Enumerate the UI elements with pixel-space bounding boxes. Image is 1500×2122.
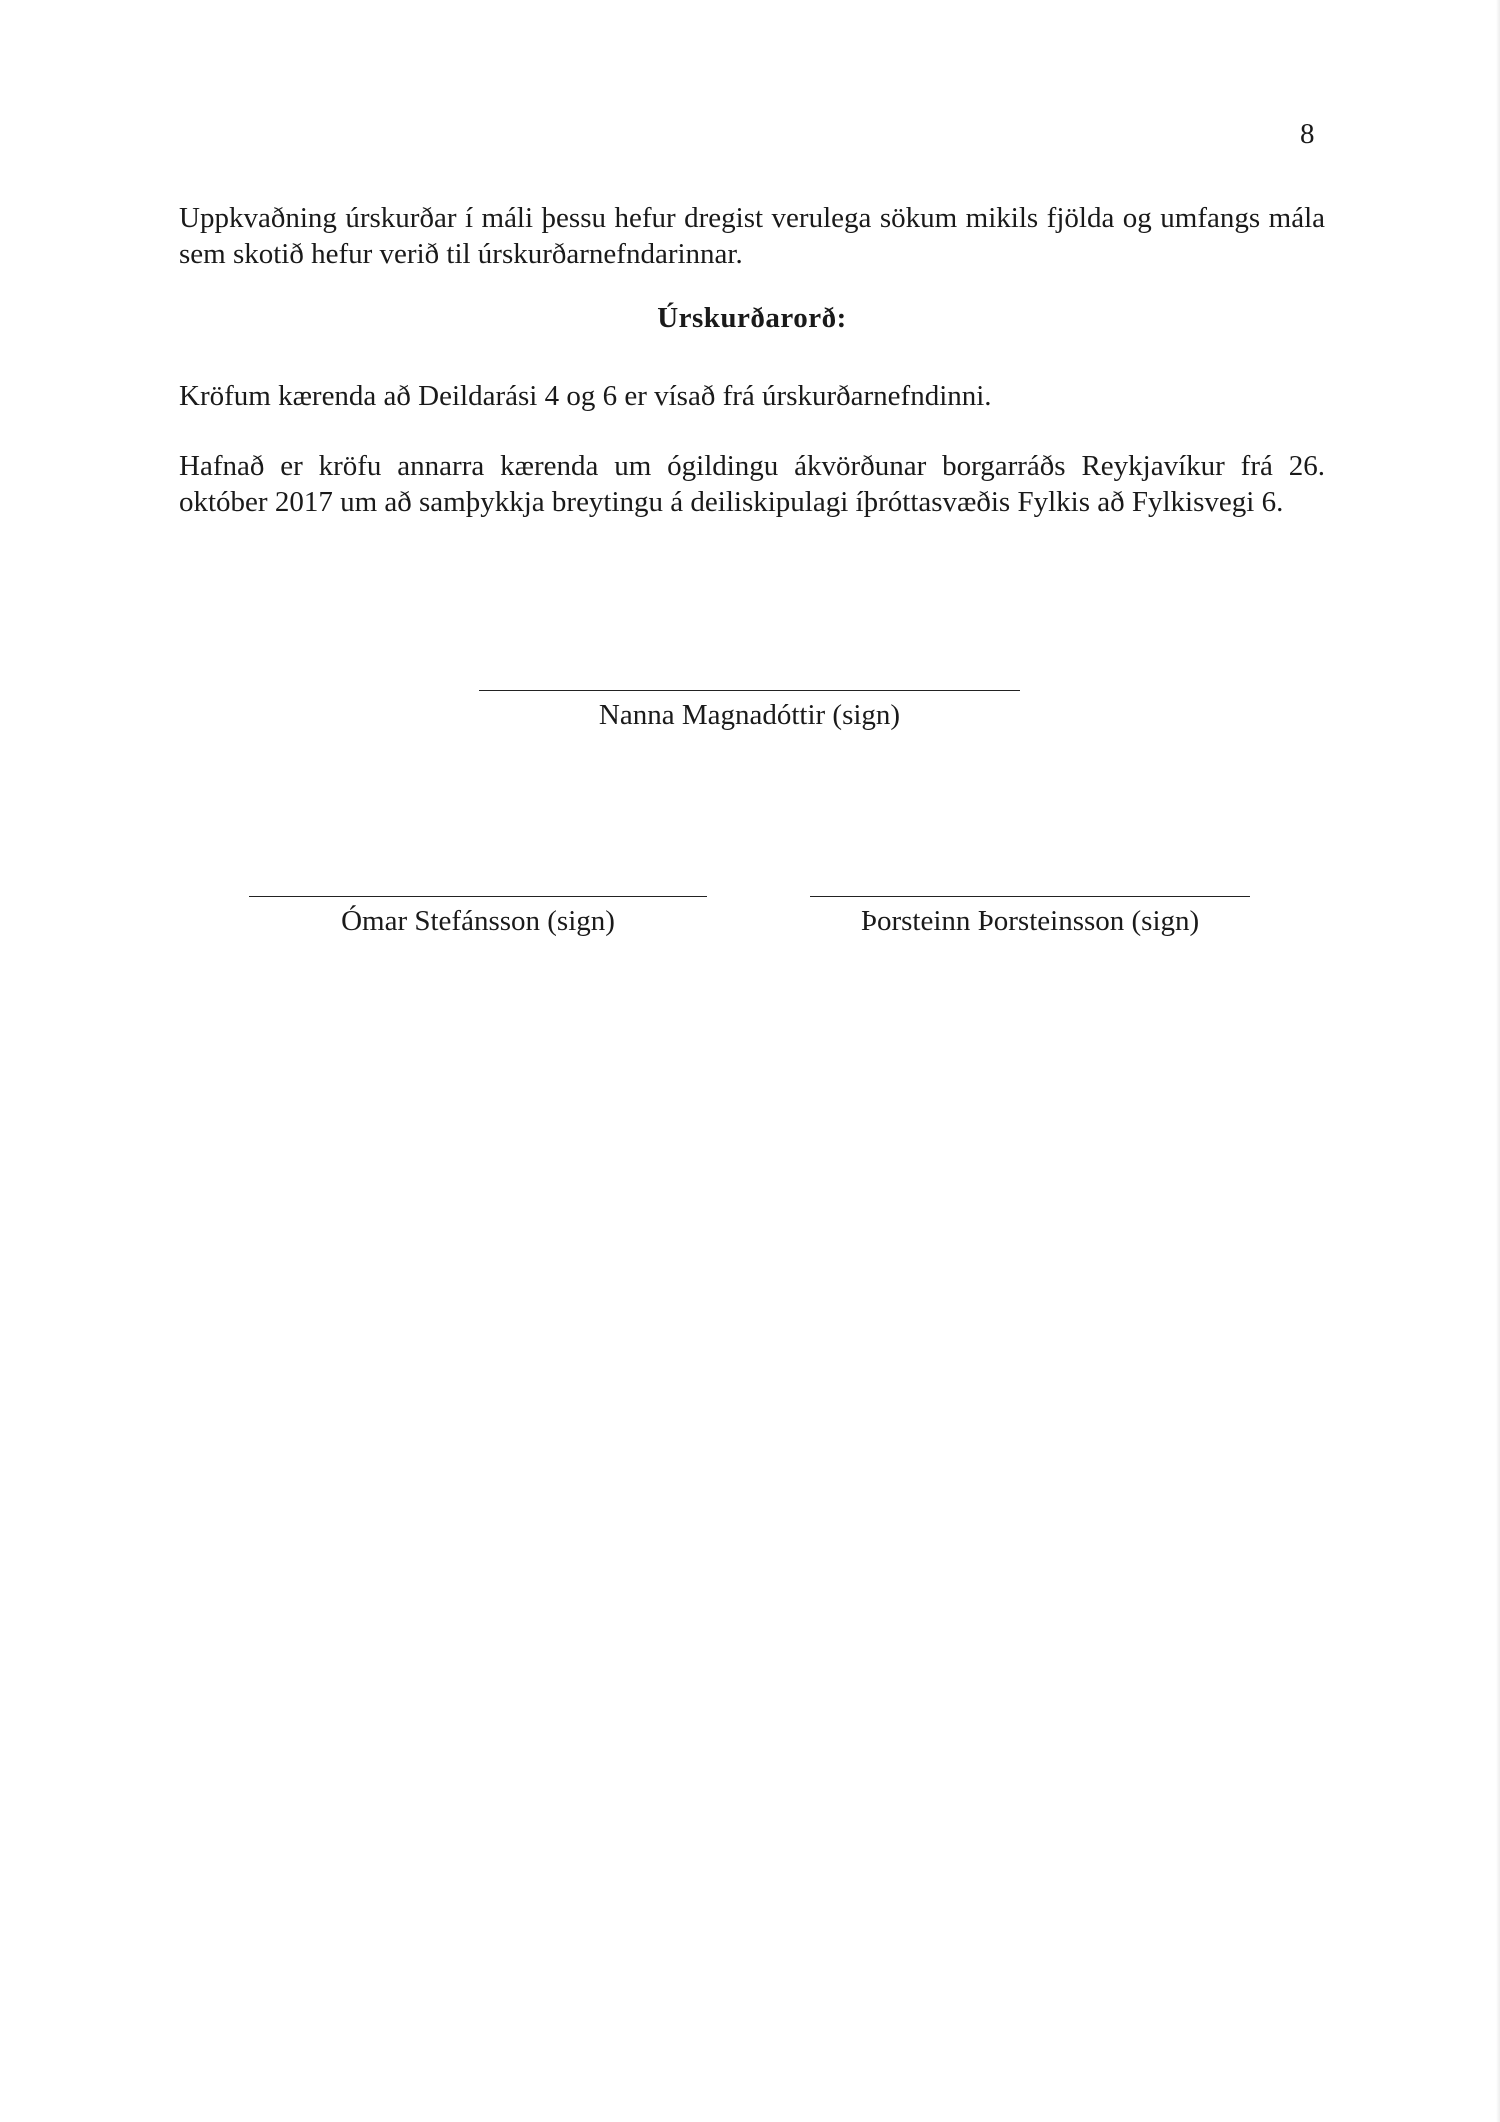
signature-block-omar (249, 896, 707, 938)
rejection-paragraph: Hafnað er kröfu annarra kærenda um ógildingu ákvörðunar borgarráðs Reykjavíkur frá 26. október 2017 um að samþykkja breytingu á deiliskipulagi íþróttasvæðis Fylkis að Fylkisvegi 6. (179, 450, 1325, 518)
scan-edge (1496, 0, 1500, 2122)
page-number: 8 (1300, 118, 1315, 150)
ruling-heading: Úrskurðarorð: (657, 302, 847, 334)
signature-name: Ómar Stefánsson (sign) (341, 905, 615, 937)
signature-line (479, 690, 1020, 691)
dismissal-paragraph: Kröfum kærenda að Deildarási 4 og 6 er vísað frá úrskurðarnefndinni. (179, 380, 992, 412)
signature-block-thorsteinn (810, 896, 1250, 938)
signature-line (249, 896, 707, 897)
signature-line (810, 896, 1250, 897)
signature-block-nanna (479, 690, 1020, 732)
signature-name: Nanna Magnadóttir (sign) (598, 699, 901, 731)
signature-name: Þorsteinn Þorsteinsson (sign) (860, 905, 1200, 937)
intro-paragraph: Uppkvaðning úrskurðar í máli þessu hefur dregist verulega sökum mikils fjölda og umfangs mála sem skotið hefur verið til úrskurðarnefndarinnar. (179, 202, 1325, 270)
